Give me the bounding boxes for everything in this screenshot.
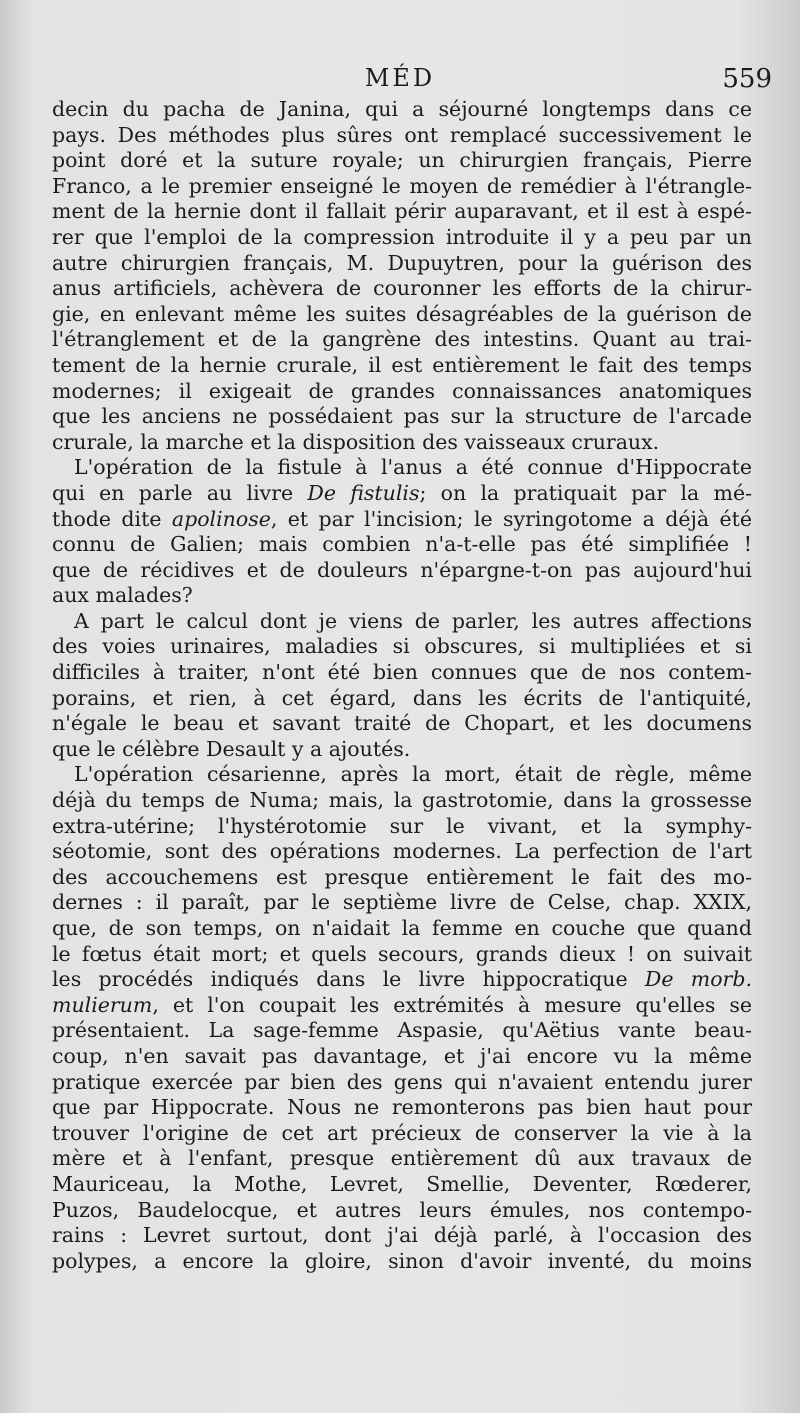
text-line: tement de la hernie crurale, il est entièrement le fait des temps [52,352,752,377]
text-line: déjà du temps de Numa; mais, la gastrotomie, dans la grossesse [52,788,752,813]
text-line [52,993,752,1019]
italic-title: mulierum [52,992,153,1017]
text-line: modernes; il exigeait de grandes connaissances anatomiques [52,378,752,403]
text-line: Franco, a le premier enseigné le moyen de remédier à l'étrangle- [52,173,752,198]
text-line: gie, en enlevant même les suites désagréables de la guérison de [52,301,752,326]
text-line: des voies urinaires, maladies si obscures, si multipliées et si [52,634,752,659]
text-line: aux malades? [52,583,193,608]
text-segment: ; on la pratiquait par la mé- [419,480,753,505]
text-line: polypes, a encore la gloire, sinon d'avoir inventé, du moins [52,1248,752,1273]
text-line: pratique exercée par bien des gens qui n'avaient entendu jurer [52,1069,752,1094]
text-line: n'égale le beau et savant traité de Chopart, et les documens [52,711,752,736]
text-line: pays. Des méthodes plus sûres ont remplacé successivement le [52,122,752,147]
text-segment: les procédés indiqués dans le livre hippocratique [52,967,645,992]
italic-title: De fistulis [307,480,420,505]
text-line [52,507,752,533]
text-line: autre chirurgien français, M. Dupuytren, pour la guérison des [52,250,752,275]
text-line: point doré et la suture royale; un chirurgien français, Pierre [52,148,752,173]
text-line: A part le calcul dont je viens de parler, les autres affections [74,608,752,633]
text-line: L'opération de la fistule à l'anus a été connue d'Hippocrate [74,455,752,480]
text-line: rains : Levret surtout, dont j'ai déjà parlé, à l'occasion des [52,1223,752,1248]
text-line: que par Hippocrate. Nous ne remonterons pas bien haut pour [52,1095,752,1120]
text-line: dernes : il paraît, par le septième livre de Celse, chap. XXIX, [52,890,752,915]
text-line [52,481,752,507]
text-line: coup, n'en savait pas davantage, et j'ai encore vu la même [52,1043,752,1068]
text-segment: qui en parle au livre [52,480,308,505]
text-line: ment de la hernie dont il fallait périr auparavant, et il est à espé- [52,199,752,224]
text-line: difficiles à traiter, n'ont été bien connues que de nos contem- [52,660,752,685]
text-line: decin du pacha de Janina, qui a séjourné longtemps dans ce [52,97,752,121]
text-line: extra-utérine; l'hystérotomie sur le vivant, et la symphy- [52,813,752,838]
body-text [52,97,752,1274]
italic-title: apolinose [171,506,271,531]
text-line: le fœtus était mort; et quels secours, grands dieux ! on suivait [52,941,752,966]
text-line: des accouchemens est presque entièrement le fait des mo- [52,864,752,889]
text-line: trouver l'origine de cet art précieux de conserver la vie à la [52,1120,752,1145]
text-segment: , et par l'incision; le syringotome a déjà été [270,506,752,531]
text-line: séotomie, sont des opérations modernes. La perfection de l'art [52,839,752,864]
text-line: que les anciens ne possédaient pas sur la structure de l'arcade [52,404,752,429]
text-line: que de récidives et de douleurs n'épargne-t-on pas aujourd'hui [52,557,752,582]
text-segment: thode dite [52,506,172,531]
text-line: crurale, la marche et la disposition des vaisseaux cruraux. [52,429,660,454]
running-head: MÉD [364,64,436,92]
text-line: Mauriceau, la Mothe, Levret, Smellie, Deventer, Rœderer, [52,1171,752,1196]
text-line: que, de son temps, on n'aidait la femme en couche que quand [52,916,752,940]
page-header [0,64,800,94]
text-line: mère et à l'enfant, presque entièrement dû aux travaux de [52,1146,752,1171]
text-line: L'opération césarienne, après la mort, était de règle, même [74,762,752,787]
text-line: porains, et rien, à cet égard, dans les écrits de l'antiquité, [52,685,752,710]
text-line: rer que l'emploi de la compression introduite il y a peu par un [52,224,752,249]
text-line [52,967,752,993]
text-line: que le célèbre Desault y a ajoutés. [52,736,411,761]
text-line: anus artificiels, achèvera de couronner les efforts de la chirur- [52,276,752,301]
text-line: présentaient. La sage-femme Aspasie, qu'Aëtius vante beau- [52,1018,752,1043]
text-line: Puzos, Baudelocque, et autres leurs émules, nos contempo- [52,1197,752,1222]
text-line: l'étranglement et de la gangrène des intestins. Quant au trai- [52,327,752,352]
text-line: connu de Galien; mais combien n'a-t-elle pas été simplifiée ! [52,532,752,557]
italic-title: De morb. [644,967,752,992]
text-segment: , et l'on coupait les extrémités à mesure qu'elles se [152,992,752,1017]
page-number: 559 [722,64,772,94]
